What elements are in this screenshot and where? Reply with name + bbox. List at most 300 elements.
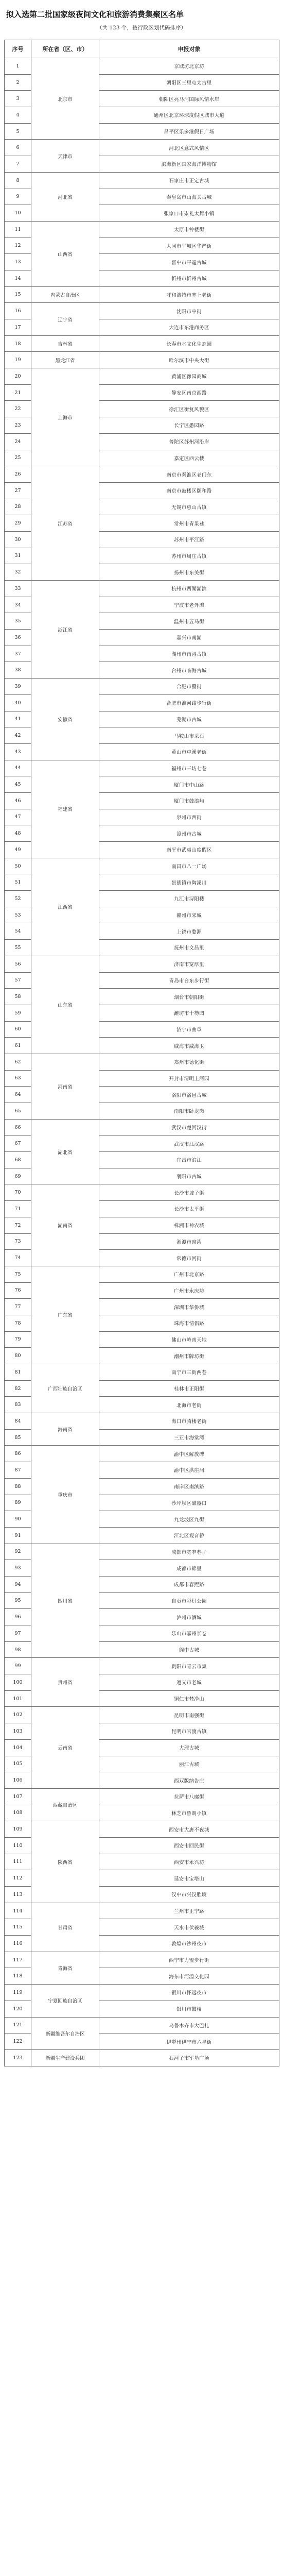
row-object: 天水市伏羲城 [99,1919,279,1936]
row-object: 赣州市宋城 [99,907,279,923]
row-object: 温州市五马街 [99,613,279,630]
row-seq: 58 [5,989,31,1005]
row-region: 青海省 [31,1952,99,1984]
row-object: 滨海新区国家海洋博物馆 [99,156,279,173]
row-seq: 30 [5,531,31,548]
row-seq: 101 [5,1690,31,1707]
row-seq: 34 [5,597,31,613]
row-seq: 9 [5,189,31,205]
table-row [5,679,279,695]
row-object: 长沙市太平街 [99,1201,279,1217]
row-object: 青岛市台东步行街 [99,972,279,989]
header-region: 所在省（区、市） [31,40,99,58]
row-object: 铜仁市梵净山 [99,1690,279,1707]
row-object: 汉中市兴汉胜境 [99,1887,279,1903]
row-seq: 35 [5,613,31,630]
row-seq: 118 [5,1968,31,1985]
row-object: 合肥市罍街 [99,679,279,695]
row-region: 贵州省 [31,1658,99,1707]
row-object: 佛山市岭南天地 [99,1331,279,1348]
table-row [5,1788,279,1805]
page-title: 拟入选第二批国家级夜间文化和旅游消费集聚区名单 [6,10,184,19]
table-row [5,1266,279,1282]
row-object: 三亚市海棠湾 [99,1429,279,1446]
table-row [5,1821,279,1838]
row-object: 株洲市神农城 [99,1217,279,1233]
row-object: 宜昌市滨江 [99,1152,279,1168]
row-seq: 2 [5,74,31,91]
row-object: 伊犁州伊宁市六星街 [99,2033,279,2050]
row-object: 常德市河街 [99,1250,279,1266]
row-object: 哈尔滨市中央大街 [99,352,279,368]
row-seq: 85 [5,1429,31,1446]
row-seq: 99 [5,1658,31,1674]
row-region: 新疆生产建设兵团 [31,2049,99,2066]
row-object: 无锡市惠山古镇 [99,499,279,515]
row-seq: 102 [5,1707,31,1723]
row-seq: 96 [5,1609,31,1625]
row-seq: 93 [5,1560,31,1577]
row-object: 张家口市崇礼太舞小镇 [99,205,279,222]
row-seq: 20 [5,368,31,385]
row-region: 江西省 [31,858,99,956]
row-seq: 23 [5,417,31,434]
row-region: 辽宁省 [31,303,99,335]
row-object: 西宁市力盟步行街 [99,1952,279,1968]
row-object: 广州市永庆坊 [99,1282,279,1299]
row-seq: 36 [5,630,31,646]
row-region: 黑龙江省 [31,352,99,368]
table-row [5,1119,279,1136]
row-object: 福州市三坊七巷 [99,760,279,776]
row-seq: 104 [5,1739,31,1756]
row-seq: 37 [5,646,31,662]
row-region: 安徽省 [31,679,99,760]
row-seq: 76 [5,1282,31,1299]
row-object: 成都市锦里 [99,1560,279,1577]
row-seq: 11 [5,221,31,238]
row-seq: 105 [5,1756,31,1772]
row-object: 昆明市官渡古镇 [99,1723,279,1740]
row-seq: 90 [5,1511,31,1528]
row-object: 沙坪坝区磁器口 [99,1495,279,1511]
row-object: 遵义市老城 [99,1674,279,1691]
row-seq: 21 [5,384,31,401]
row-seq: 70 [5,1184,31,1201]
table-row [5,956,279,972]
row-object: 林芝市鲁朗小镇 [99,1805,279,1821]
row-object: 黄浦区豫园商城 [99,368,279,385]
row-seq: 22 [5,401,31,417]
district-list-table [4,40,279,2066]
row-region: 云南省 [31,1707,99,1788]
table-row [5,140,279,156]
row-seq: 123 [5,2049,31,2066]
row-object: 朝阳区亮马河国际风情水岸 [99,91,279,107]
table-row [5,221,279,238]
table-row [5,2049,279,2066]
row-region: 西藏自治区 [31,1788,99,1821]
row-seq: 61 [5,1038,31,1054]
row-object: 湖州市南浔古镇 [99,646,279,662]
row-object: 潍坊市十笏园 [99,1005,279,1021]
row-object: 渝中区解放碑 [99,1446,279,1462]
row-object: 乐山市嘉州长卷 [99,1625,279,1642]
row-seq: 113 [5,1887,31,1903]
row-seq: 82 [5,1380,31,1397]
row-object: 西安市大唐不夜城 [99,1821,279,1838]
row-object: 昆明市南强街 [99,1707,279,1723]
row-seq: 43 [5,743,31,760]
row-object: 南昌市八一广场 [99,858,279,874]
row-object: 大理古城 [99,1739,279,1756]
row-object: 南阳市卧龙岗 [99,1103,279,1120]
row-object: 泉州市西街 [99,809,279,825]
row-object: 静安区南京西路 [99,384,279,401]
row-region: 上海市 [31,368,99,466]
row-seq: 120 [5,2001,31,2017]
row-object: 烟台市朝阳街 [99,989,279,1005]
row-seq: 83 [5,1397,31,1413]
row-region: 甘肃省 [31,1903,99,1952]
row-seq: 52 [5,891,31,907]
row-seq: 67 [5,1136,31,1152]
row-region: 广西壮族自治区 [31,1364,99,1413]
row-seq: 17 [5,319,31,336]
table-row [5,1054,279,1070]
row-object: 大连市东港商务区 [99,319,279,336]
row-seq: 65 [5,1103,31,1120]
table-row [5,172,279,189]
row-object: 桂林市正阳街 [99,1380,279,1397]
row-object: 河北区意式风情区 [99,140,279,156]
row-seq: 6 [5,140,31,156]
row-seq: 114 [5,1903,31,1919]
row-object: 敦煌市沙州夜市 [99,1936,279,1952]
row-object: 昌平区乐多港假日广场 [99,123,279,140]
row-object: 黄山市屯溪老街 [99,743,279,760]
row-seq: 75 [5,1266,31,1282]
row-object: 抚州市文昌里 [99,940,279,956]
row-object: 南岸区南滨路 [99,1478,279,1495]
table-row [5,1544,279,1560]
row-seq: 10 [5,205,31,222]
row-seq: 49 [5,842,31,858]
row-object: 珠海市情侣路 [99,1315,279,1331]
table-row [5,352,279,368]
row-object: 西安市回民街 [99,1837,279,1854]
row-object: 长春市水文化生态园 [99,335,279,352]
row-object: 郑州市德化街 [99,1054,279,1070]
table-row [5,368,279,385]
row-seq: 64 [5,1087,31,1103]
table-row [5,335,279,352]
row-seq: 112 [5,1870,31,1887]
row-seq: 54 [5,923,31,940]
table-row [5,466,279,483]
row-seq: 74 [5,1250,31,1266]
row-seq: 121 [5,2017,31,2033]
row-object: 成都市宽窄巷子 [99,1544,279,1560]
row-seq: 108 [5,1805,31,1821]
row-object: 上饶市婺源 [99,923,279,940]
table-row [5,858,279,874]
row-seq: 15 [5,286,31,303]
row-object: 忻州市忻州古城 [99,270,279,286]
table-header-row [5,40,279,58]
row-seq: 28 [5,499,31,515]
row-object: 北海市老街 [99,1397,279,1413]
row-seq: 13 [5,254,31,270]
row-object: 通州区北京环球度假区城市大道 [99,107,279,124]
row-region: 内蒙古自治区 [31,286,99,303]
row-seq: 60 [5,1021,31,1038]
row-object: 江北区观音桥 [99,1527,279,1544]
row-region: 浙江省 [31,581,99,679]
row-region: 江苏省 [31,466,99,581]
table-row [5,1446,279,1462]
row-object: 阆中古城 [99,1641,279,1658]
row-object: 台州市临海古城 [99,662,279,679]
row-object: 兰州市正宁路 [99,1903,279,1919]
row-region: 福建省 [31,760,99,858]
row-seq: 3 [5,91,31,107]
row-seq: 103 [5,1723,31,1740]
row-seq: 18 [5,335,31,352]
row-seq: 111 [5,1854,31,1870]
row-seq: 95 [5,1592,31,1609]
row-seq: 59 [5,1005,31,1021]
row-seq: 25 [5,450,31,466]
row-object: 常州市青果巷 [99,515,279,532]
table-row [5,1658,279,1674]
row-object: 嘉兴市南湖 [99,630,279,646]
row-seq: 69 [5,1168,31,1184]
row-object: 太原市钟楼街 [99,221,279,238]
page-subtitle: （共 123 个，按行政区划代码排序） [97,25,186,31]
row-seq: 7 [5,156,31,173]
row-seq: 84 [5,1413,31,1430]
row-object: 济南市宽厚里 [99,956,279,972]
row-seq: 109 [5,1821,31,1838]
row-seq: 80 [5,1348,31,1364]
row-seq: 116 [5,1936,31,1952]
row-seq: 48 [5,825,31,842]
row-seq: 4 [5,107,31,124]
table-row [5,286,279,303]
row-seq: 63 [5,1070,31,1087]
row-seq: 42 [5,727,31,744]
row-region: 北京市 [31,58,99,140]
row-object: 南宁市三街两巷 [99,1364,279,1381]
row-seq: 12 [5,238,31,254]
row-seq: 14 [5,270,31,286]
row-object: 拉萨市八廓街 [99,1788,279,1805]
row-object: 襄阳市古城 [99,1168,279,1184]
row-object: 武汉市楚河汉街 [99,1119,279,1136]
header-seq: 序号 [5,40,31,58]
header-object: 申报对象 [99,40,279,58]
row-object: 厦门市鼓浪屿 [99,792,279,809]
row-seq: 53 [5,907,31,923]
row-seq: 19 [5,352,31,368]
row-object: 乌鲁木齐市大巴扎 [99,2017,279,2033]
row-region: 湖北省 [31,1119,99,1184]
row-object: 九江市浔阳楼 [99,891,279,907]
row-seq: 26 [5,466,31,483]
row-object: 深圳市华侨城 [99,1299,279,1315]
row-seq: 50 [5,858,31,874]
row-region: 湖南省 [31,1184,99,1266]
table-row [5,1903,279,1919]
row-region: 新疆维吾尔自治区 [31,2017,99,2049]
row-seq: 98 [5,1641,31,1658]
row-object: 沈阳市中街 [99,303,279,319]
row-object: 厦门市中山路 [99,776,279,793]
row-object: 京城坊北京坊 [99,58,279,75]
row-region: 河北省 [31,172,99,221]
row-seq: 81 [5,1364,31,1381]
row-seq: 68 [5,1152,31,1168]
row-object: 九龙坡区九街 [99,1511,279,1528]
row-region: 陕西省 [31,1821,99,1903]
row-object: 苏州市平江路 [99,531,279,548]
row-seq: 33 [5,581,31,597]
row-object: 扬州市东关街 [99,564,279,581]
row-seq: 110 [5,1837,31,1854]
row-seq: 86 [5,1446,31,1462]
row-object: 银川市怀远夜市 [99,1985,279,2001]
row-object: 西安市永兴坊 [99,1854,279,1870]
row-object: 合肥市淮河路步行街 [99,694,279,711]
row-seq: 55 [5,940,31,956]
row-seq: 94 [5,1576,31,1592]
row-seq: 115 [5,1919,31,1936]
row-object: 大同市平城区华严街 [99,238,279,254]
row-seq: 8 [5,172,31,189]
row-seq: 16 [5,303,31,319]
row-object: 南京市鼓楼区颐和路 [99,482,279,499]
row-seq: 31 [5,548,31,564]
row-object: 渝中区洪崖洞 [99,1462,279,1479]
row-object: 长沙市坡子街 [99,1184,279,1201]
row-object: 丽江古城 [99,1756,279,1772]
row-seq: 41 [5,711,31,727]
row-region: 重庆市 [31,1446,99,1544]
table-row [5,303,279,319]
row-seq: 88 [5,1478,31,1495]
table-row [5,1952,279,1968]
row-seq: 119 [5,1985,31,2001]
row-seq: 106 [5,1772,31,1789]
row-object: 西双版纳告庄 [99,1772,279,1789]
row-object: 长宁区愚园路 [99,417,279,434]
row-seq: 47 [5,809,31,825]
row-region: 天津市 [31,140,99,172]
row-object: 武汉市江汉路 [99,1136,279,1152]
row-seq: 117 [5,1952,31,1968]
row-object: 徐汇区衡复风貌区 [99,401,279,417]
row-object: 成都市春熙路 [99,1576,279,1592]
row-seq: 40 [5,694,31,711]
row-seq: 29 [5,515,31,532]
row-seq: 92 [5,1544,31,1560]
row-object: 海东市河湟文化园 [99,1968,279,1985]
row-object: 广州市北京路 [99,1266,279,1282]
row-object: 嘉定区西云楼 [99,450,279,466]
row-object: 潮州市牌坊街 [99,1348,279,1364]
table-body [5,58,279,2066]
row-seq: 24 [5,433,31,450]
row-seq: 51 [5,874,31,891]
row-seq: 44 [5,760,31,776]
row-object: 景德镇市陶溪川 [99,874,279,891]
row-seq: 107 [5,1788,31,1805]
row-seq: 77 [5,1299,31,1315]
row-seq: 66 [5,1119,31,1136]
row-region: 广东省 [31,1266,99,1364]
row-seq: 56 [5,956,31,972]
table-row [5,2017,279,2033]
row-object: 普陀区苏州河沿岸 [99,433,279,450]
row-seq: 79 [5,1331,31,1348]
row-object: 晋中市平遥古城 [99,254,279,270]
row-object: 南平市武夷山度假区 [99,842,279,858]
row-object: 泸州市酒城 [99,1609,279,1625]
row-region: 海南省 [31,1413,99,1446]
row-seq: 45 [5,776,31,793]
row-seq: 91 [5,1527,31,1544]
row-region: 四川省 [31,1544,99,1658]
row-object: 漳州市古城 [99,825,279,842]
row-seq: 5 [5,123,31,140]
row-object: 芜湖市古城 [99,711,279,727]
row-region: 山东省 [31,956,99,1054]
row-object: 呼和浩特市塞上老街 [99,286,279,303]
table-row [5,760,279,776]
row-object: 银川市鼓楼 [99,2001,279,2017]
row-seq: 27 [5,482,31,499]
row-seq: 87 [5,1462,31,1479]
row-region: 山西省 [31,221,99,286]
row-object: 南京市秦淮区老门东 [99,466,279,483]
row-seq: 62 [5,1054,31,1070]
row-object: 秦皇岛市山海关古城 [99,189,279,205]
table-row [5,58,279,75]
table-row [5,581,279,597]
row-object: 杭州市西湖湖滨 [99,581,279,597]
row-seq: 39 [5,679,31,695]
row-seq: 73 [5,1233,31,1250]
row-object: 朝阳区三里屯太古里 [99,74,279,91]
row-object: 济宁市曲阜 [99,1021,279,1038]
row-object: 自贡市彩灯公园 [99,1592,279,1609]
table-row [5,1184,279,1201]
row-seq: 97 [5,1625,31,1642]
row-seq: 57 [5,972,31,989]
row-object: 延安市宝塔山 [99,1870,279,1887]
row-object: 洛阳市洛邑古城 [99,1087,279,1103]
row-object: 威海市威海卫 [99,1038,279,1054]
row-object: 贵阳市青云市集 [99,1658,279,1674]
row-object: 石河子市军垦广场 [99,2049,279,2066]
row-region: 河南省 [31,1054,99,1119]
row-seq: 46 [5,792,31,809]
row-seq: 32 [5,564,31,581]
row-seq: 1 [5,58,31,75]
row-seq: 78 [5,1315,31,1331]
row-object: 湘潭市窑湾 [99,1233,279,1250]
